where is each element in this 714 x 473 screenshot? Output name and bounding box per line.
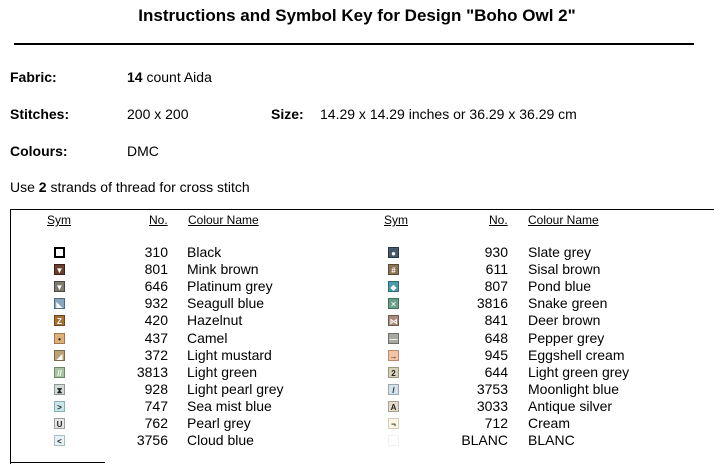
colour-name: Moonlight blue [528,380,620,397]
table-row [0,278,714,295]
colour-name: Light green [187,363,258,380]
fabric-count: 14 [127,69,143,85]
hourglass-icon: ⧗ [54,384,65,395]
diamond-icon: ◆ [388,281,399,292]
blank-square-icon [388,435,399,446]
colour-number: 3033 [476,397,508,414]
table-footer-rule [10,462,105,463]
size-value: 14.29 x 14.29 inches or 36.29 x 36.29 cm [320,106,577,122]
colour-name: Slate grey [528,244,592,260]
colour-number: 437 [144,329,168,346]
colour-number: BLANC [461,432,508,449]
colour-name: Mink brown [187,261,259,278]
colour-number: 807 [484,278,508,295]
chevron-right-icon: > [54,401,65,412]
colour-name: Cream [528,415,571,431]
colour-name: Snake green [528,295,608,312]
header-name-right: Colour Name [528,213,599,227]
colour-name: Light mustard [187,346,272,363]
strand-count: 2 [38,179,47,195]
colour-number: 928 [144,380,168,397]
header-no-left: No. [149,213,168,227]
header-sym-left: Sym [47,213,71,227]
colour-number: 3816 [476,295,508,312]
colour-name: Cloud blue [187,432,254,449]
colour-name: Camel [187,329,228,346]
two-digit-icon: 2 [388,367,399,378]
x-mark-icon: ✕ [388,298,399,309]
colour-number: 930 [484,244,508,260]
corner-bracket-icon: ¬ [388,418,399,429]
colour-name: Sisal brown [528,261,601,278]
colour-number: 932 [144,295,168,312]
bowtie-icon: ⋈ [389,317,398,327]
hash-icon: # [388,264,399,275]
table-row [0,347,714,364]
fabric-type: count Aida [142,69,212,85]
colour-number: 372 [144,346,168,363]
colour-name: Light green grey [528,363,630,380]
size-label: Size: [271,106,304,122]
table-row [0,415,714,432]
colour-number: 310 [144,244,168,260]
dot-icon: • [54,333,65,344]
z-letter-icon: Z [54,315,65,326]
double-slash-icon: // [54,367,65,378]
colour-name: BLANC [528,432,575,449]
colours-label: Colours: [10,143,68,159]
u-letter-icon: U [54,418,65,429]
colour-number: 801 [144,261,168,278]
colour-number: 611 [485,261,508,278]
colour-number: 762 [144,415,168,431]
fabric-value [127,69,212,85]
colour-name: Eggshell cream [528,346,625,363]
header-no-right: No. [489,213,508,227]
table-row [0,261,714,278]
caret-icon: < [54,435,65,446]
colour-number: 420 [144,312,168,329]
colours-value: DMC [127,143,159,159]
stitches-value: 200 x 200 [127,106,189,122]
minus-icon: — [389,334,398,344]
colour-name: Sea mist blue [187,397,272,414]
colour-name: Seagull blue [187,295,265,312]
colour-name: Platinum grey [187,278,273,295]
header-sym-right: Sym [384,213,408,227]
colour-number: 3756 [136,432,168,449]
colour-name: Pond blue [528,278,592,295]
colour-number: 644 [484,363,508,380]
colour-name: Light pearl grey [187,380,284,397]
fabric-label: Fabric: [10,69,57,85]
table-row [0,432,714,449]
table-row [0,364,714,381]
colour-name: Pearl grey [187,415,251,431]
triangle-down-icon: ▼ [55,283,64,293]
triangle-down-icon: ▼ [55,266,64,276]
table-row [0,330,714,347]
colour-number: 646 [144,278,168,295]
colour-name: Black [187,244,222,260]
instruction-suffix: strands of thread for cross stitch [46,179,250,195]
colour-name: Antique silver [528,397,613,414]
colour-number: 3753 [476,380,508,397]
title-divider [14,43,694,45]
corner-triangle-icon: ◣ [54,298,65,309]
table-row [0,295,714,312]
page-title: Instructions and Symbol Key for Design "Boho Owl 2" [138,6,576,25]
a-letter-icon: A [388,401,399,412]
thread-instruction [10,179,250,195]
colour-number: 945 [484,346,508,363]
colour-name: Deer brown [528,312,601,329]
corner-triangle-icon: ◢ [54,350,65,361]
circle-icon: ● [388,247,399,258]
colour-number: 747 [144,397,168,414]
slash-icon: / [388,384,399,395]
stitches-label: Stitches: [10,106,70,122]
table-row [0,381,714,398]
table-row [0,398,714,415]
colour-name: Hazelnut [187,312,243,329]
colour-number: 648 [484,329,508,346]
colour-number: 712 [484,415,508,431]
arrow-right-icon: → [389,351,398,361]
colour-number: 841 [484,312,508,329]
colour-name: Pepper grey [528,329,605,346]
instruction-prefix: Use [10,179,39,195]
table-row [0,312,714,329]
header-name-left: Colour Name [188,213,259,227]
colour-number: 3813 [136,363,168,380]
table-row [0,244,714,261]
